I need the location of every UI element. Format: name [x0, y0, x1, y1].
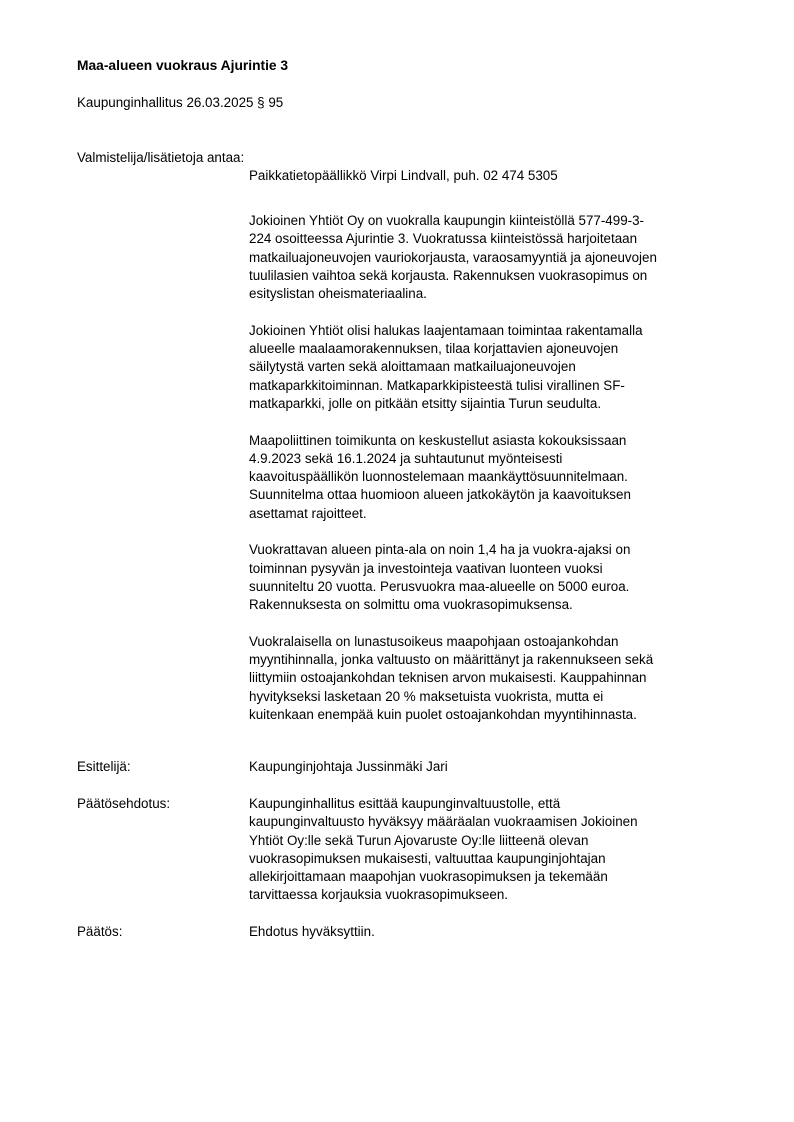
- text-line: hyvitykseksi lasketaan 20 % maksetuista vuokrista, mutta ei: [249, 688, 604, 704]
- text-line: suunniteltu 20 vuotta. Perusvuokra maa-alueelle on 5000 euroa.: [249, 578, 630, 594]
- text-line: matkaparkki, jolle on pitkään etsitty sijaintia Turun seudulta.: [249, 395, 602, 411]
- text-line: Vuokralaisella on lunastusoikeus maapohjaan ostoajankohdan: [249, 633, 619, 649]
- text-line: Yhtiöt Oy:lle sekä Turun Ajovaruste Oy:lle liitteenä olevan: [249, 832, 589, 848]
- text-line: liittymiin ostoajankohdan teknisen arvon mukaisesti. Kauppahinnan: [249, 670, 647, 686]
- text-line: 224 osoitteessa Ajurintie 3. Vuokratussa kiinteistössä harjoitetaan: [249, 231, 638, 247]
- text-line: esityslistan oheismateriaalina.: [249, 286, 427, 302]
- text-line: Jokioinen Yhtiöt Oy on vuokralla kaupungin kiinteistöllä 577-499-3-: [249, 213, 645, 228]
- proposal-label: Päätösehdotus:: [77, 796, 171, 811]
- text-line: 4.9.2023 sekä 16.1.2024 ja suhtautunut myönteisesti: [249, 450, 563, 466]
- paragraph-redemption-right: [249, 633, 739, 724]
- text-line: Maapoliittinen toimikunta on keskustellut asiasta kokouksissaan: [249, 432, 627, 448]
- paragraph-expansion-plan: [249, 322, 739, 413]
- text-line: asettamat rajoitteet.: [249, 505, 367, 521]
- decision-label: Päätös:: [77, 924, 123, 939]
- case-description: [249, 212, 739, 743]
- meeting-reference: Kaupunginhallitus 26.03.2025 § 95: [77, 95, 284, 110]
- paragraph-current-lease: [249, 212, 739, 303]
- paragraph-lease-terms: [249, 541, 739, 614]
- text-line: allekirjoittamaan maapohjan vuokrasopimuksen ja tekemään: [249, 869, 608, 885]
- presenter-label: Esittelijä:: [77, 759, 131, 774]
- text-line: alueelle maalaamorakennuksen, tilaa korjattavien ajoneuvojen: [249, 341, 619, 357]
- text-line: matkaparkkitoiminnan. Matkaparkkipisteestä tulisi virallinen SF-: [249, 377, 625, 393]
- text-line: kuitenkaan enempää kuin puolet ostoajankohdan myyntihinnasta.: [249, 707, 637, 723]
- text-line: matkailuajoneuvojen vauriokorjausta, varaosamyyntiä ja ajoneuvojen: [249, 249, 657, 265]
- paragraph-committee: [249, 432, 739, 523]
- text-line: vuokrasopimuksen mukaisesti, valtuuttaa kaupunginjohtajan: [249, 850, 606, 866]
- text-line: toiminnan pysyvän ja investointeja vaativan luonteen vuoksi: [249, 560, 603, 576]
- text-line: Kaupunginhallitus esittää kaupunginvaltuustolle, että: [249, 796, 561, 811]
- text-line: Rakennuksesta on solmittu oma vuokrasopimuksensa.: [249, 597, 573, 613]
- text-line: Suunnitelma ottaa huomioon alueen jatkokäytön ja kaavoituksen: [249, 487, 631, 503]
- presenter-name: Kaupunginjohtaja Jussinmäki Jari: [249, 759, 448, 774]
- decision-text: Ehdotus hyväksyttiin.: [249, 924, 375, 939]
- text-line: säilytystä varten sekä aloittamaan matkailuajoneuvojen: [249, 359, 576, 375]
- document-title: Maa-alueen vuokraus Ajurintie 3: [77, 58, 289, 73]
- preparer-contact: Paikkatietopäällikkö Virpi Lindvall, puh. 02 474 5305: [249, 168, 558, 183]
- text-line: myyntihinnalla, jonka valtuusto on määrittänyt ja rakennukseen sekä: [249, 652, 654, 668]
- text-line: tarvittaessa korjauksia vuokrasopimukseen.: [249, 887, 509, 903]
- text-line: kaavoituspäällikön luonnostelemaan maankäyttösuunnitelmaan.: [249, 469, 628, 485]
- text-line: Vuokrattavan alueen pinta-ala on noin 1,4 ha ja vuokra-ajaksi on: [249, 542, 631, 558]
- text-line: tuulilasien vaihtoa sekä korjausta. Rakennuksen vuokrasopimus on: [249, 267, 648, 283]
- preparer-label: Valmistelija/lisätietoja antaa:: [77, 150, 245, 165]
- text-line: kaupunginvaltuusto hyväksyy määräalan vuokraamisen Jokioinen: [249, 814, 638, 830]
- proposal-text: [249, 795, 739, 905]
- text-line: Jokioinen Yhtiöt olisi halukas laajentamaan toimintaa rakentamalla: [249, 322, 643, 338]
